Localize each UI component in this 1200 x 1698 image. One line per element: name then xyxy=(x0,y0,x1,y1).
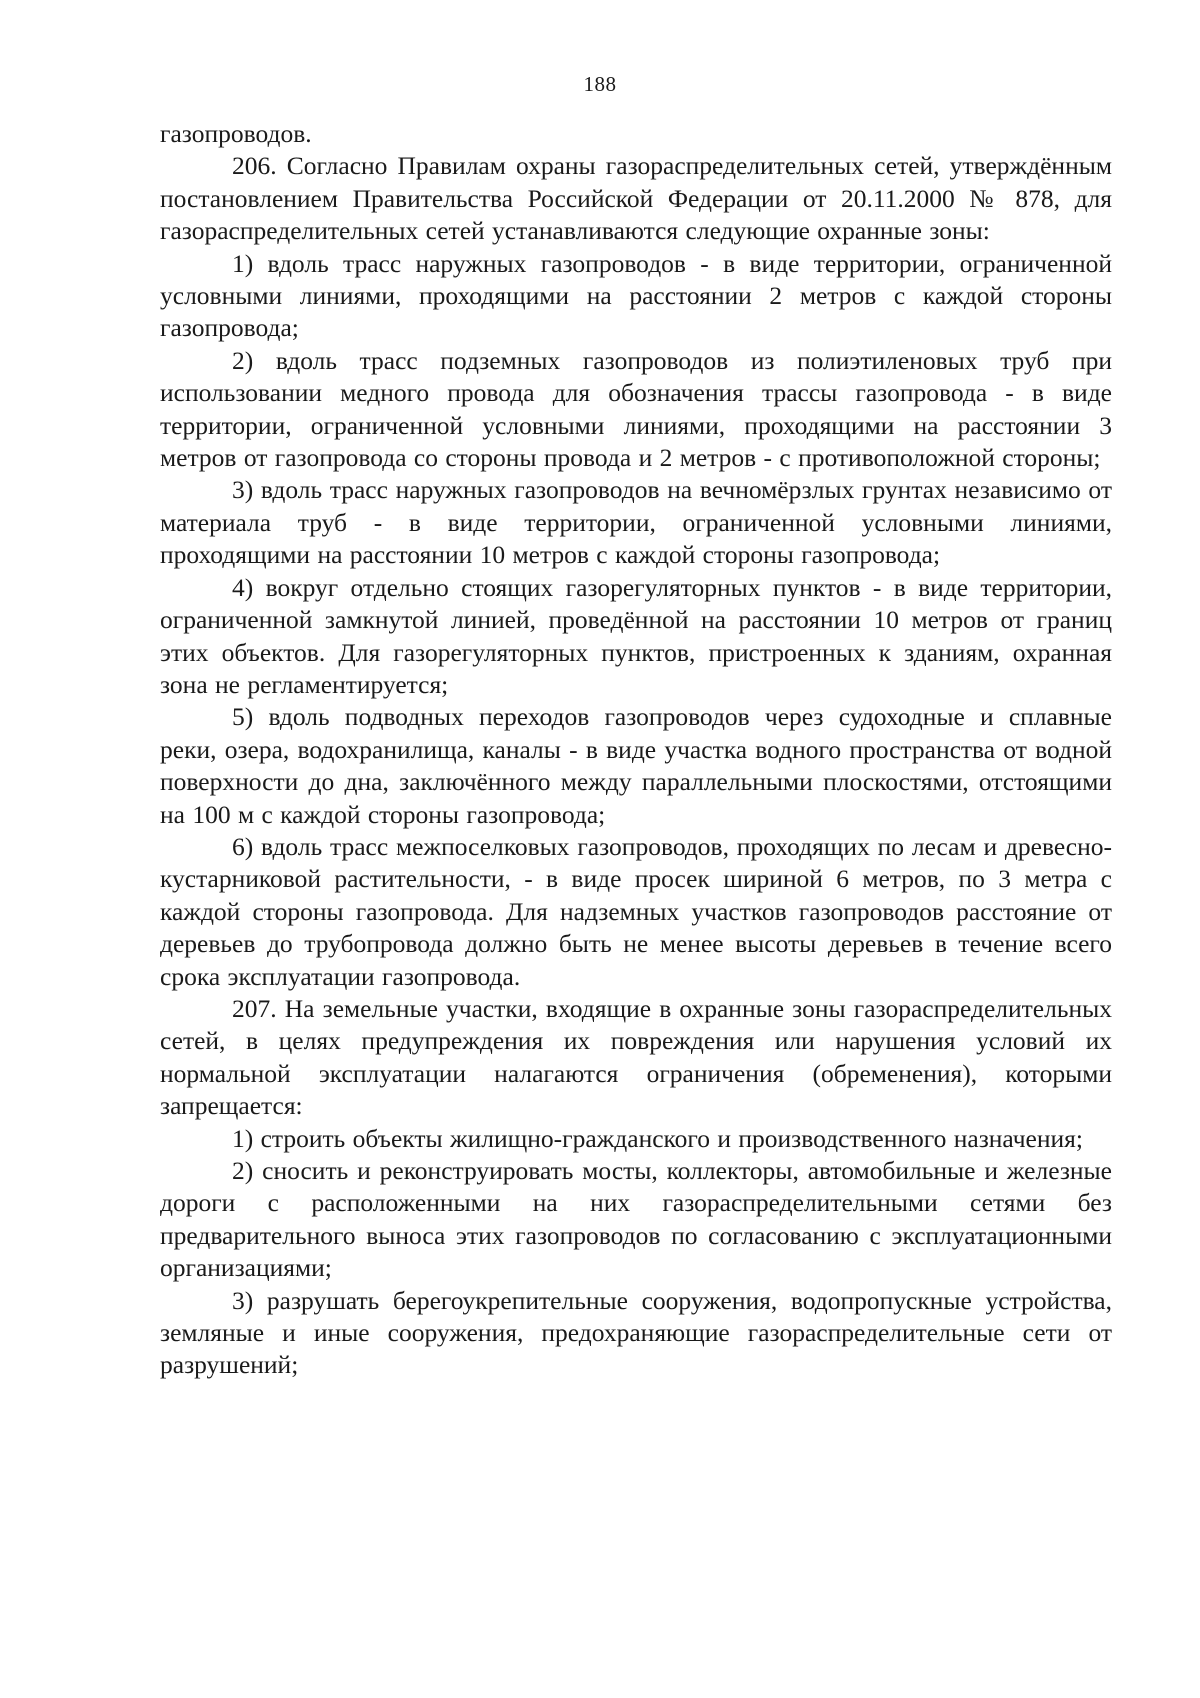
paragraph: 5) вдоль подводных переходов газопроводов через судоходные и сплавные реки, озера, водохранилища, каналы - в виде участка водного пространства от водной поверхности до дна, заключённого между параллельными плоскостями, отстоящими на 100 м с каждой стороны газопровода; xyxy=(160,702,1112,829)
paragraph: 1) строить объекты жилищно-гражданского и производственного назначения; xyxy=(232,1123,1083,1153)
paragraph: 3) разрушать берегоукрепительные сооружения, водопропускные устройства, земляные и иные сооружения, предохраняющие газораспределительные сети от разрушений; xyxy=(160,1285,1112,1380)
paragraph: 207. На земельные участки, входящие в охранные зоны газораспределительных сетей, в целях предупреждения их повреждения или нарушения условий их нормальной эксплуатации налагаются ограничения (обременения), которыми запрещается: xyxy=(160,993,1112,1121)
paragraph: 2) вдоль трасс подземных газопроводов из полиэтиленовых труб при использовании медного провода для обозначения трассы газопровода - в виде территории, ограниченной условными линиями, проходящими на расстоянии 3 метров от газопровода со стороны провода и 2 метров - с противоположной стороны; xyxy=(160,345,1112,473)
paragraph: 3) вдоль трасс наружных газопроводов на вечномёрзлых грунтах независимо от материала труб - в виде территории, ограниченной условными линиями, проходящими на расстоянии 10 метров с каждой стороны газопровода; xyxy=(160,475,1112,570)
document-body xyxy=(160,118,1112,1382)
paragraph: 4) вокруг отдельно стоящих газорегуляторных пунктов - в виде территории, ограниченной замкнутой линией, проведённой на расстоянии 10 метров от границ этих объектов. Для газорегуляторных пунктов, пристроенных к зданиям, охранная зона не регламентируется; xyxy=(160,572,1112,699)
paragraph: 6) вдоль трасс межпоселковых газопроводов, проходящих по лесам и древесно-кустарниковой растительности, - в виде просек шириной 6 метров, по 3 метра с каждой стороны газопровода. Для надземных участков газопроводов расстояние от деревьев до трубопровода должно быть не менее высоты деревьев в течение всего срока эксплуатации газопровода. xyxy=(160,831,1112,991)
page-number: 188 xyxy=(583,72,617,96)
paragraph: 1) вдоль трасс наружных газопроводов - в виде территории, ограниченной условными линиями, проходящими на расстоянии 2 метров с каждой стороны газопровода; xyxy=(160,248,1112,343)
paragraph: 206. Согласно Правилам охраны газораспределительных сетей, утверждённым постановлением Правительства Российской Федерации от 20.11.2000 № 878, для газораспределительных сетей устанавливаются следующие охранные зоны: xyxy=(160,151,1112,246)
paragraph: газопроводов. xyxy=(160,119,312,148)
paragraph: 2) сносить и реконструировать мосты, коллекторы, автомобильные и железные дороги с расположенными на них газораспределительными сетями без предварительного выноса этих газопроводов по согласованию с эксплуатационными организациями; xyxy=(160,1156,1112,1283)
